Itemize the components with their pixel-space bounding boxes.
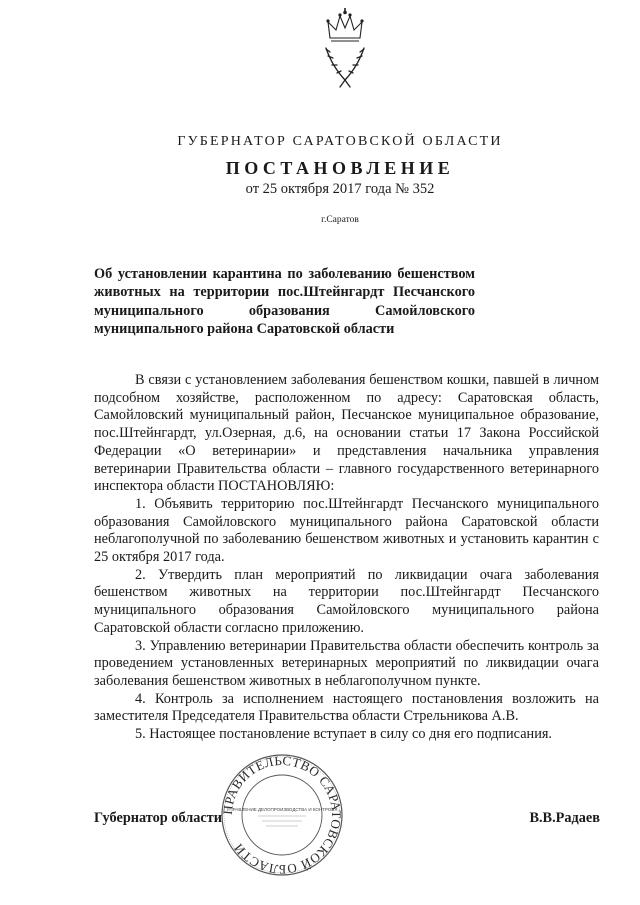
signer-name: В.В.Радаев [529, 810, 600, 826]
preamble-paragraph: В связи с установлением заболевания бешенством кошки, павшей в личном подсобном хозяйстве, расположенном по адресу: Саратовская область, Самойловский муниципальный район, Песчанское муниципальное образование, пос.Штейнгардт, ул.Озерная, д.6, на основании статьи 17 Закона Российской Федерации «О ветеринарии» и представления начальника управления ветеринарии Правительства области – главного государственного ветеринарного инспектора области ПОСТАНОВЛЯЮ: [94, 372, 599, 495]
seal-outer-text: ПРАВИТЕЛЬСТВО САРАТОВСКОЙ ОБЛАСТИ [220, 753, 344, 877]
clause-1: 1. Объявить территорию пос.Штейнгардт Песчанского муниципального образования Самойловского муниципального района Саратовской области неблагополучной по заболеванию бешенством животных и установить карантин с 25 октября 2017 года. [94, 495, 599, 566]
document-title: Об установлении карантина по заболеванию бешенством животных на территории пос.Штейнгардт Песчанского муниципального образования Самойловского муниципального района Саратовской области [94, 266, 475, 338]
document-body [94, 372, 599, 744]
document-city: г.Саратов [321, 215, 359, 225]
official-seal [220, 753, 344, 877]
clause-5: 5. Настоящее постановление вступает в силу со дня его подписания. [135, 726, 552, 743]
document-date-number: от 25 октября 2017 года № 352 [245, 181, 435, 197]
issuing-authority: ГУБЕРНАТОР САРАТОВСКОЙ ОБЛАСТИ [177, 134, 503, 149]
seal-inner-text: УПРАВЛЕНИЕ ДЕЛОПРОИЗВОДСТВА И КОНТРОЛЯ [226, 807, 338, 812]
clause-3: 3. Управлению ветеринарии Правительства области обеспечить контроль за проведением установленных ветеринарных мероприятий по ликвидации очага заболевания бешенством животных в неблагополучном пункте. [94, 637, 599, 689]
signer-position: Губернатор области [94, 810, 223, 826]
document-type: ПОСТАНОВЛЕНИЕ [225, 158, 455, 178]
clause-2: 2. Утвердить план мероприятий по ликвидации очага заболевания бешенством животных на территории пос.Штейнгардт Песчанского муниципального образования Самойловского муниципального района Саратовской области согласно приложению. [94, 566, 599, 636]
crown-laurel-emblem-icon [318, 8, 372, 88]
clause-4: 4. Контроль за исполнением настоящего постановления возложить на заместителя Председателя Правительства области Стрельникова А.В. [94, 690, 599, 725]
